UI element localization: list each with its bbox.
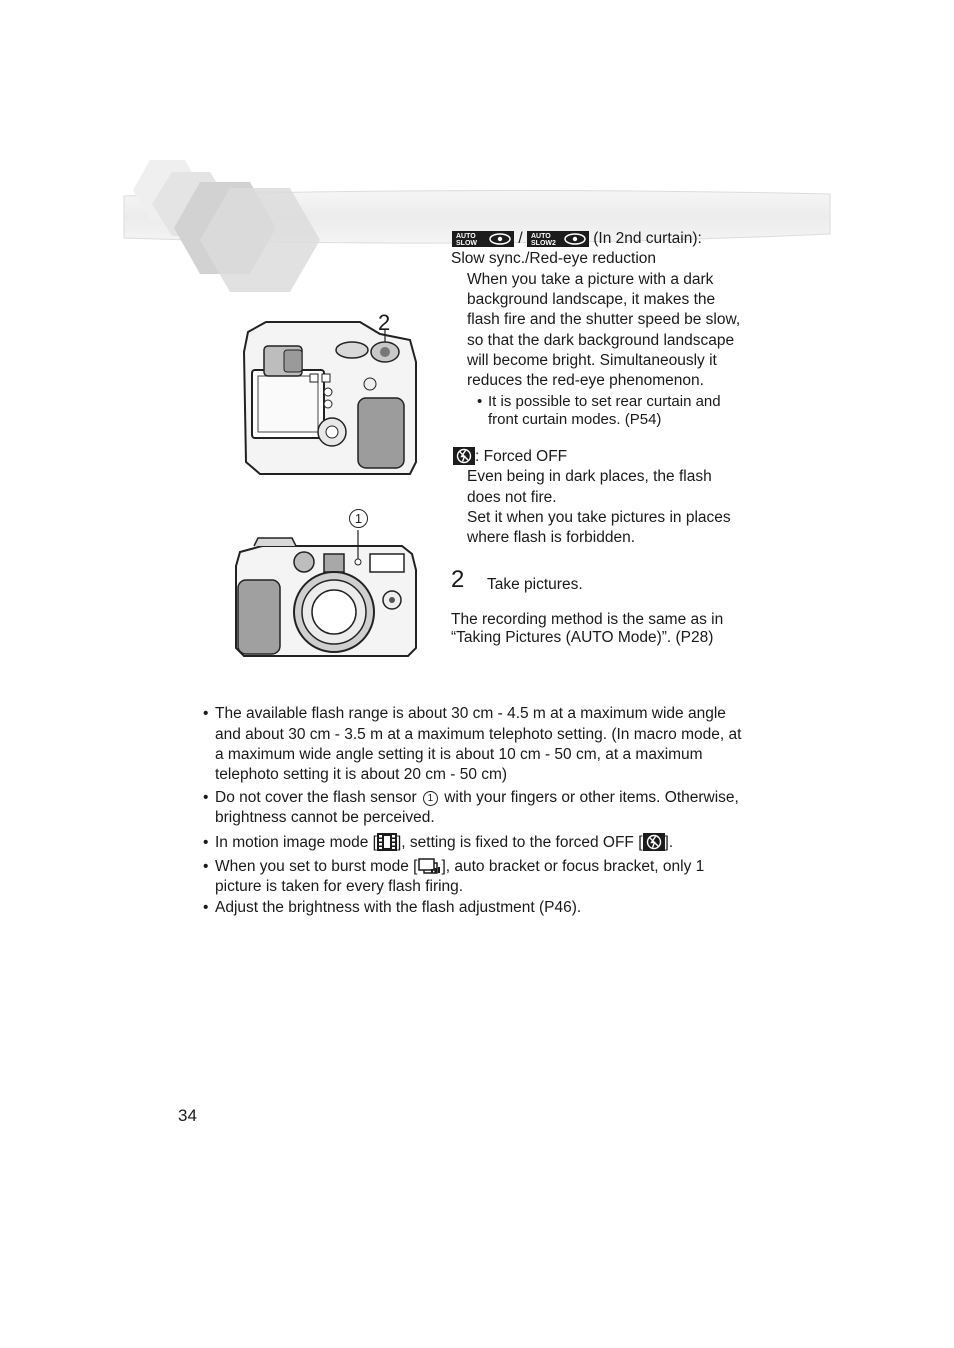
svg-text:SLOW: SLOW (456, 240, 477, 247)
page-number: 34 (178, 1106, 197, 1125)
note-line: When you set to burst mode [ ], auto bracket or focus bracket, only 1 (215, 857, 704, 881)
svg-text:AUTO: AUTO (530, 233, 551, 240)
forced-off-line: does not fire. (467, 489, 557, 506)
forced-off-line: Even being in dark places, the flash (467, 468, 712, 485)
note-bullet: • (203, 858, 209, 875)
note-bullet: • (203, 834, 209, 851)
svg-text:SLOW2: SLOW2 (530, 240, 556, 247)
svg-text:AUTO: AUTO (456, 233, 476, 240)
mode-separator: / (518, 230, 523, 247)
note-line: brightness cannot be perceived. (215, 809, 435, 826)
note-bullet: • (203, 705, 209, 722)
note-line: picture is taken for every flash firing. (215, 878, 464, 895)
slow-sync-line: will become bright. Simultaneously it (467, 352, 717, 369)
note-bullet: • (203, 899, 209, 916)
slow-sync-line: When you take a picture with a dark (467, 271, 714, 288)
note-line: In motion image mode [ ], setting is fixed to the forced OFF [ ]. (215, 833, 673, 857)
slow-sync-title: Slow sync./Red-eye reduction (451, 250, 657, 267)
note-line: Adjust the brightness with the flash adjustment (P46). (215, 899, 582, 916)
step-number: 2 (451, 566, 465, 593)
camera-back-illustration (240, 312, 420, 482)
mode-line-suffix: (In 2nd curtain): (593, 230, 702, 247)
flash-sensor-number: 1 (423, 791, 438, 806)
slow-sync-line: so that the dark background landscape (467, 332, 735, 349)
slow-sync-line: reduces the red-eye phenomenon. (467, 372, 704, 389)
note-line: telephoto setting it is about 20 cm - 50 cm) (215, 766, 508, 783)
camera-front-illustration (232, 530, 422, 662)
note-line: The available flash range is about 30 cm - 4.5 m at a maximum wide angle (215, 705, 726, 722)
flash-off-icon (643, 833, 665, 857)
forced-off-line: Set it when you take pictures in places (467, 509, 731, 526)
motion-image-icon (377, 833, 397, 857)
callout-2: 2 (378, 310, 391, 335)
forced-off-title: : Forced OFF (453, 447, 567, 471)
slow-sync-line: background landscape, it makes the (467, 291, 716, 308)
callout-1: 1 (349, 509, 368, 528)
slow-sync-note: It is possible to set rear curtain and (488, 393, 721, 410)
step-desc: “Taking Pictures (AUTO Mode)”. (P28) (451, 629, 714, 646)
note-bullet: • (203, 789, 209, 806)
note-line: Do not cover the flash sensor 1 with your fingers or other items. Otherwise, (215, 789, 739, 806)
slow-sync-note: front curtain modes. (P54) (488, 411, 662, 428)
note-line: and about 30 cm - 3.5 m at a maximum telephoto setting. (In macro mode, at (215, 726, 742, 743)
forced-off-line: where flash is forbidden. (467, 529, 636, 546)
slow-sync-note-bullet: • (477, 393, 483, 410)
slow-sync-line: flash fire and the shutter speed be slow, (467, 311, 741, 328)
step-label: Take pictures. (487, 576, 583, 593)
step-desc: The recording method is the same as in (451, 611, 724, 628)
note-line: a maximum wide angle setting it is about 10 cm - 50 cm, at a maximum (215, 746, 703, 763)
